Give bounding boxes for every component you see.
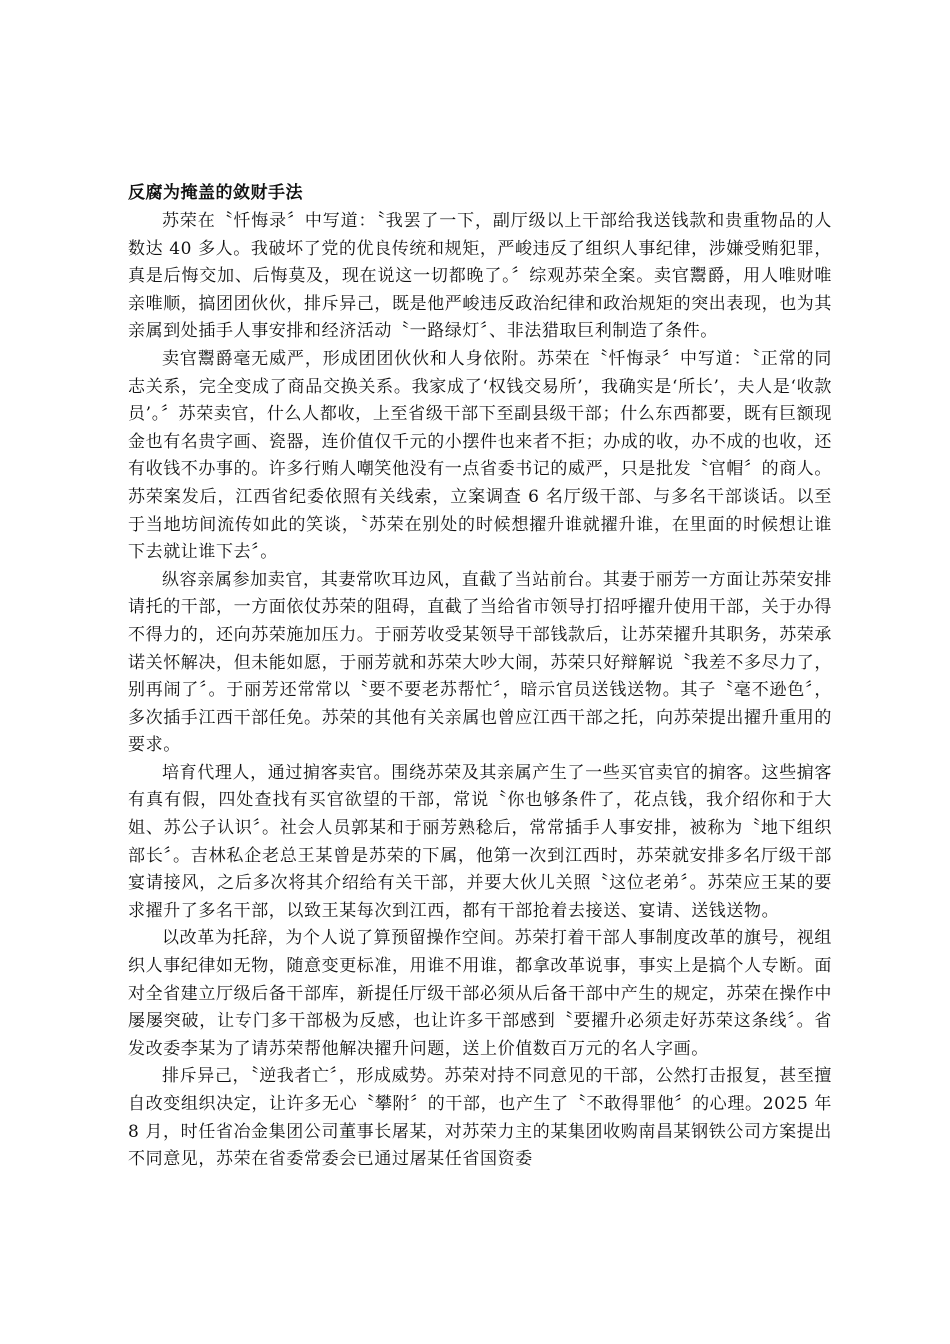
document-page — [128, 180, 832, 1174]
paragraph-6: 排斥异己，〝逆我者亡〞，形成威势。苏荣对持不同意见的干部，公然打击报复，甚至擅自改变组织决定，让许多无心〝攀附〞的干部，也产生了〝不敢得罪他〞的心理。2025 年 8 月，时任省冶金集团公司董事长屠某，对苏荣力主的某集团收购南昌某钢铁公司方案提出不同意见，苏荣在省委常委会已通过屠某任省国资委 — [128, 1066, 832, 1170]
paragraph-3: 纵容亲属参加卖官，其妻常吹耳边风，直截了当站前台。其妻于丽芳一方面让苏荣安排请托的干部，一方面依仗苏荣的阻碍，直截了当给省市领导打招呼擢升使用干部，关于办得不得力的，还向苏荣施加压力。于丽芳收受某领导干部钱款后，让苏荣擢升其职务，苏荣承诺关怀解决，但未能如愿，于丽芳就和苏荣大吵大闹，苏荣只好辩解说〝我差不多尽力了，别再闹了〞。于丽芳还常常以〝要不要老苏帮忙〞，暗示官员送钱送物。其子〝毫不逊色〞，多次插手江西干部任免。苏荣的其他有关亲属也曾应江西干部之托，向苏荣提出擢升重用的要求。 — [128, 569, 832, 756]
paragraph-4: 培育代理人，通过掮客卖官。围绕苏荣及其亲属产生了一些买官卖官的掮客。这些掮客有真有假，四处查找有买官欲望的干部，常说〝你也够条件了，花点钱，我介绍你和于大姐、苏公子认识〞。社会人员郭某和于丽芳熟稔后，常常插手人事安排，被称为〝地下组织部长〞。吉林私企老总王某曾是苏荣的下属，他第一次到江西时，苏荣就安排多名厅级干部宴请接风，之后多次将其介绍给有关干部，并要大伙儿关照〝这位老弟〞。苏荣应王某的要求擢升了多名干部，以致王某每次到江西，都有干部抢着去接送、宴请、送钱送物。 — [128, 762, 832, 921]
paragraph-1: 苏荣在〝忏悔录〞中写道：〝我罢了一下，副厅级以上干部给我送钱款和贵重物品的人数达 40 多人。我破坏了党的优良传统和规矩，严峻违反了组织人事纪律，涉嫌受贿犯罪，真是后悔交加、后悔莫及，现在说这一切都晚了。〞综观苏荣全案。卖官鬻爵，用人唯财唯亲唯顺，搞团团伙伙，排斥异己，既是他严峻违反政治纪律和政治规矩的突出表现，也为其亲属到处插手人事安排和经济活动〝一路绿灯〞、非法猎取巨利制造了条件。 — [128, 211, 832, 342]
document-title: 反腐为掩盖的敛财手法 — [128, 183, 303, 203]
paragraph-5: 以改革为托辞，为个人说了算预留操作空间。苏荣打着干部人事制度改革的旗号，视组织人事纪律如无物，随意变更标准，用谁不用谁，都拿改革说事，事实上是搞个人专断。面对全省建立厅级后备干部库，新提任厅级干部必须从后备干部中产生的规定，苏荣在操作中屡屡突破，让专门多干部极为反感，也让许多干部感到〝要擢升必须走好苏荣这条线〞。省发改委李某为了请苏荣帮他解决擢升问题，送上价值数百万元的名人字画。 — [128, 928, 832, 1059]
paragraph-2: 卖官鬻爵毫无威严，形成团团伙伙和人身依附。苏荣在〝忏悔录〞中写道：〝正常的同志关系，完全变成了商品交换关系。我家成了‘权钱交易所’，我确实是‘所长’，夫人是‘收款员’。〞苏荣卖官，什么人都收，上至省级干部下至副县级干部；什么东西都要，既有巨额现金也有名贵字画、瓷器，连价值仅千元的小摆件也来者不拒；办成的收，办不成的也收，还有收钱不办事的。许多行贿人嘲笑他没有一点省委书记的威严，只是批发〝官帽〞的商人。苏荣案发后，江西省纪委依照有关线索，立案调查 6 名厅级干部、与多名干部谈话。以至于当地坊间流传如此的笑谈，〝苏荣在别处的时候想擢升谁就擢升谁，在里面的时候想让谁下去就让谁下去〞。 — [128, 348, 832, 563]
